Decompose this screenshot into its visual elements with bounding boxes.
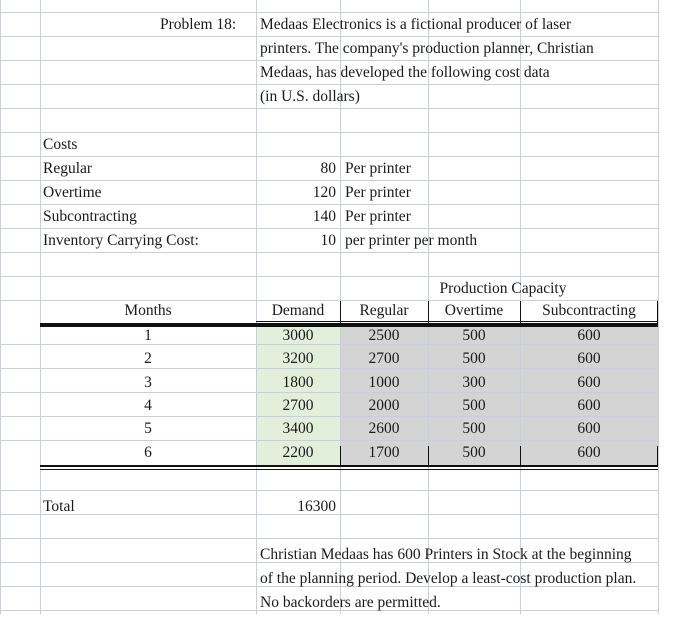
grid-line [0,440,658,441]
cost-label: Subcontracting [43,208,137,225]
month-cell: 4 [144,396,152,414]
regular-cell: 2600 [368,420,400,438]
grid-line [0,538,658,539]
header-months: Months [124,302,172,319]
problem-label: Problem 18: [160,16,237,33]
header-overtime: Overtime [444,302,504,319]
problem-line: Medaas, has developed the following cost data [260,64,550,81]
demand-cell: 3200 [282,350,314,368]
header-divider [340,301,341,323]
month-cell: 3 [144,373,152,391]
row-divider [428,446,429,466]
cost-value: 120 [312,184,336,201]
row-divider [657,446,658,466]
cost-unit: per printer per month [345,232,478,249]
header-divider [520,301,521,323]
overtime-cell: 500 [462,396,486,414]
total-demand: 16300 [297,498,336,515]
cost-value: 10 [320,232,336,249]
cost-unit: Per printer [345,160,411,177]
capacity-title: Production Capacity [439,280,567,297]
overtime-cell: 300 [462,373,486,391]
grid-line [0,60,658,61]
header-regular: Regular [359,302,409,319]
row-divider [520,446,521,466]
grid-line [0,132,658,133]
grid-line [0,416,658,417]
demand-cell: 2200 [282,443,314,461]
grid-line [0,276,658,277]
demand-cell: 3000 [282,327,314,344]
regular-cell: 1000 [368,373,400,391]
grid-line [0,204,658,205]
subcontracting-cell: 600 [577,443,601,461]
cost-unit: Per printer [345,208,411,225]
table-top-border [40,323,658,327]
month-cell: 2 [144,350,152,368]
header-demand: Demand [271,302,325,319]
header-underline [256,321,658,322]
grid-line [0,108,658,109]
subcontracting-cell: 600 [577,373,601,391]
regular-cell: 2700 [368,350,400,368]
grid-line [0,0,1,614]
month-cell: 1 [144,327,152,344]
total-label: Total [43,498,75,515]
problem-line: printers. The company's production planner, Christian [260,40,594,57]
grid-line [0,252,658,253]
note-line: of the planning period. Develop a least-cost production plan. [260,570,637,587]
grid-line [0,228,658,229]
overtime-cell: 500 [462,327,486,344]
row-divider [340,446,341,466]
demand-cell: 3400 [282,420,314,438]
note-line: Christian Medaas has 600 Printers in Stock at the beginning [260,546,632,563]
grid-line [0,12,658,13]
table-bottom-border [40,465,658,467]
subcontracting-cell: 600 [577,396,601,414]
cost-unit: Per printer [345,184,411,201]
grid-line [0,84,658,85]
header-subcontracting: Subcontracting [542,302,636,319]
header-divider [428,301,429,323]
problem-line: (in U.S. dollars) [260,88,360,105]
demand-cell: 2700 [282,396,314,414]
problem-line: Medaas Electronics is a fictional producer of laser [260,16,572,33]
overtime-cell: 500 [462,443,486,461]
overtime-cell: 500 [462,420,486,438]
overtime-cell: 500 [462,350,486,368]
cost-value: 140 [312,208,336,225]
regular-cell: 1700 [368,443,400,461]
subcontracting-cell: 600 [577,350,601,368]
cost-value: 80 [320,160,336,177]
costs-heading: Costs [43,136,78,153]
grid-line [0,180,658,181]
grid-line [0,36,658,37]
cost-label: Overtime [43,184,102,201]
grid-line [0,156,658,157]
regular-cell: 2000 [368,396,400,414]
cost-label: Regular [43,160,93,177]
grid-line [658,0,659,614]
grid-line [0,490,658,491]
month-cell: 5 [144,420,152,438]
regular-cell: 2500 [368,327,400,344]
month-cell: 6 [144,443,152,461]
subcontracting-cell: 600 [577,420,601,438]
cost-label: Inventory Carrying Cost: [43,232,199,249]
table-bottom-border [40,469,658,470]
header-divider [657,301,658,323]
demand-cell: 1800 [282,373,314,391]
subcontracting-cell: 600 [577,327,601,344]
note-line: No backorders are permitted. [260,594,441,611]
